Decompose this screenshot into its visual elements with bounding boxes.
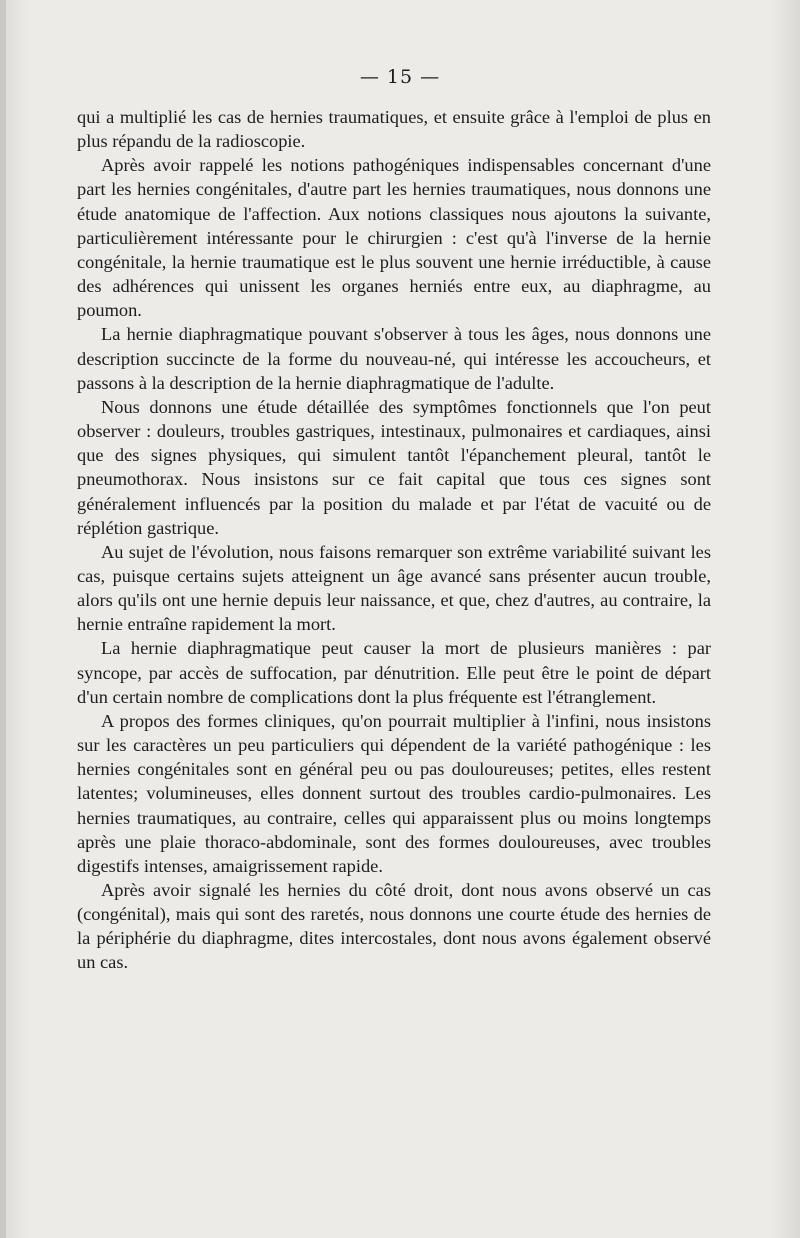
paragraph: Au sujet de l'évolution, nous faisons remarquer son extrême variabilité suivant les cas, puisque certains sujets atteignent un âge avancé sans présenter aucun trouble, alors qu'ils ont une hernie depuis leur naissance, et que, chez d'autres, au contraire, la hernie entraîne rapidement la mort. xyxy=(77,541,711,635)
paragraph: Après avoir rappelé les notions pathogéniques indispensables concernant d'une part les hernies congénitales, d'autre part les hernies traumatiques, nous donnons une étude anatomique de l'affection. Aux notions classiques nous ajoutons la suivante, particulièrement intéressante pour le chirurgien : c'est qu'à l'inverse de la hernie congénitale, la hernie traumatique est le plus souvent une hernie irréductible, à cause des adhérences qui unissent les organes herniés entre eux, au diaphragme, au poumon. xyxy=(77,155,711,321)
paragraph: La hernie diaphragmatique pouvant s'observer à tous les âges, nous donnons une description succincte de la forme du nouveau-né, qui intéresse les accoucheurs, et passons à la description de la hernie diaphragmatique de l'adulte. xyxy=(77,324,711,393)
page-binding-edge xyxy=(0,0,6,1238)
body-text xyxy=(77,105,711,975)
paragraph: A propos des formes cliniques, qu'on pourrait multiplier à l'infini, nous insistons sur les caractères un peu particuliers qui dépendent de la variété pathogénique : les hernies congénitales sont en général peu ou pas douloureuses; petites, elles restent latentes; volumineuses, elles donnent surtout des troubles cardio-pulmonaires. Les hernies traumatiques, au contraire, celles qui apparaissent plus ou moins longtemps après une plaie thoraco-abdominale, sont des formes douloureuses, avec troubles digestifs intenses, amaigrissement rapide. xyxy=(77,710,711,876)
paragraph: La hernie diaphragmatique peut causer la mort de plusieurs manières : par syncope, par accès de suffocation, par dénutrition. Elle peut être le point de départ d'un certain nombre de complications dont la plus fréquente est l'étranglement. xyxy=(77,638,711,707)
paragraph: Nous donnons une étude détaillée des symptômes fonctionnels que l'on peut observer : douleurs, troubles gastriques, intestinaux, pulmonaires et cardiaques, ainsi que des signes physiques, qui simulent tantôt l'épanchement pleural, tantôt le pneumothorax. Nous insistons sur ce fait capital que tous ces signes sont généralement influencés par la position du malade et par l'état de vacuité ou de réplétion gastrique. xyxy=(77,396,711,538)
paragraph-continuation: qui a multiplié les cas de hernies traumatiques, et ensuite grâce à l'emploi de plus en plus répandu de la radioscopie. xyxy=(77,107,711,152)
paragraph: Après avoir signalé les hernies du côté droit, dont nous avons observé un cas (congénital), mais qui sont des raretés, nous donnons une courte étude des hernies de la périphérie du diaphragme, dites intercostales, dont nous avons également observé un cas. xyxy=(77,880,711,973)
page-number: — 15 — xyxy=(359,66,441,88)
